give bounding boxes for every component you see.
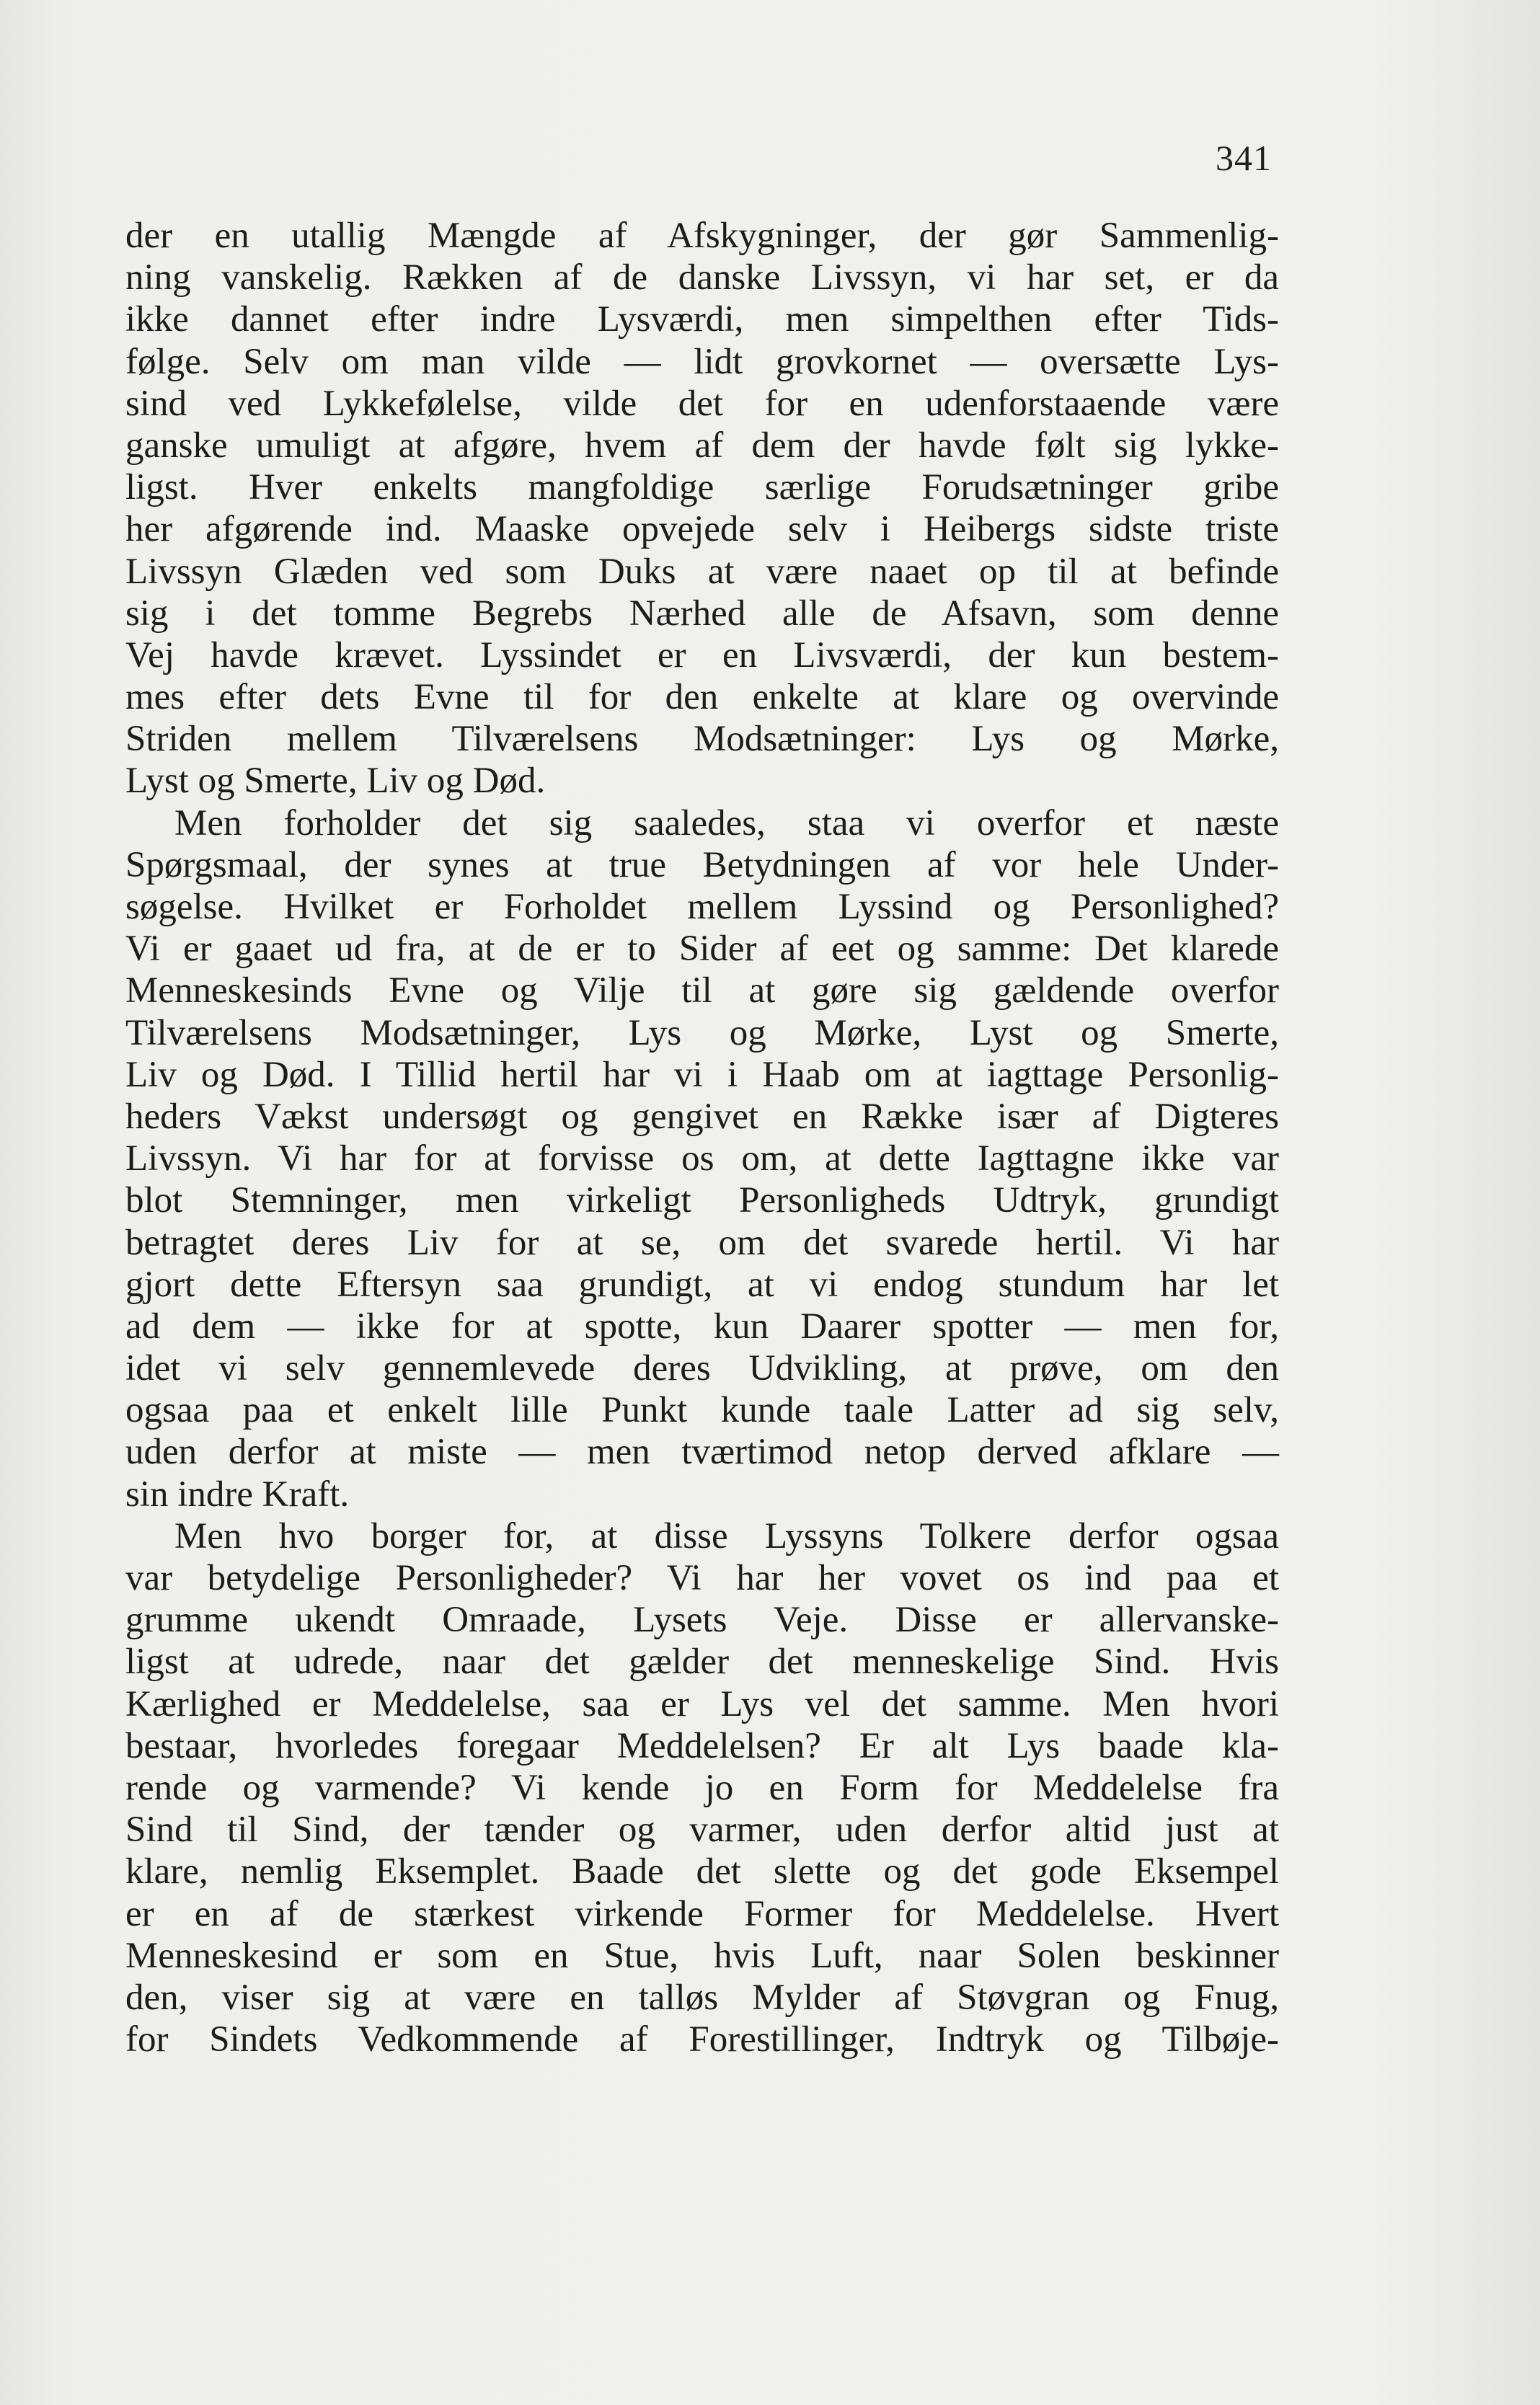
text-line: Tilværelsens Modsætninger, Lys og Mørke, Lyst og Smerte, <box>125 1012 1279 1053</box>
text-line: sind ved Lykkefølelse, vilde det for en udenforstaaende være <box>125 383 1279 424</box>
text-line: ad dem — ikke for at spotte, kun Daarer spotter — men for, <box>125 1306 1279 1347</box>
text-line: idet vi selv gennemlevede deres Udvikling, at prøve, om den <box>125 1348 1279 1389</box>
text-line: her afgørende ind. Maaske opvejede selv i Heibergs sidste triste <box>125 509 1279 550</box>
text-line: søgelse. Hvilket er Forholdet mellem Lyssind og Personlighed? <box>125 887 1279 927</box>
body-text <box>125 215 1279 2060</box>
text-line: ganske umuligt at afgøre, hvem af dem der havde følt sig lykke- <box>125 425 1279 466</box>
text-line: Livssyn Glæden ved som Duks at være naaet op til at befinde <box>125 551 1279 592</box>
text-line: mes efter dets Evne til for den enkelte at klare og overvinde <box>125 677 1279 718</box>
text-line: betragtet deres Liv for at se, om det svarede hertil. Vi har <box>125 1222 1279 1263</box>
text-line: ligst. Hver enkelts mangfoldige særlige Forudsætninger gribe <box>125 467 1279 508</box>
text-line: den, viser sig at være en talløs Mylder af Støvgran og Fnug, <box>125 1977 1279 2018</box>
text-line: klare, nemlig Eksemplet. Baade det slette og det gode Eksempel <box>125 1851 1279 1892</box>
text-line: heders Vækst undersøgt og gengivet en Række især af Digteres <box>125 1096 1279 1137</box>
text-line: ning vanskelig. Rækken af de danske Livssyn, vi har set, er da <box>125 257 1279 298</box>
text-line: følge. Selv om man vilde — lidt grovkornet — oversætte Lys- <box>125 341 1279 382</box>
text-line: ligst at udrede, naar det gælder det menneskelige Sind. Hvis <box>125 1642 1279 1683</box>
text-line: Livssyn. Vi har for at forvisse os om, at dette Iagttagne ikke var <box>125 1138 1279 1179</box>
text-line: Men forholder det sig saaledes, staa vi overfor et næste <box>174 802 1279 843</box>
text-line: ikke dannet efter indre Lysværdi, men simpelthen efter Tids- <box>125 299 1279 340</box>
text-line: sig i det tomme Begrebs Nærhed alle de Afsavn, som denne <box>125 593 1279 634</box>
text-line: gjort dette Eftersyn saa grundigt, at vi endog stundum har let <box>125 1264 1279 1305</box>
text-line: ogsaa paa et enkelt lille Punkt kunde taale Latter ad sig selv, <box>125 1390 1279 1431</box>
text-line: Lyst og Smerte, Liv og Død. <box>125 761 546 802</box>
text-line: Liv og Død. I Tillid hertil har vi i Haab om at iagttage Personlig- <box>125 1054 1279 1095</box>
text-line: er en af de stærkest virkende Former for Meddelelse. Hvert <box>125 1893 1279 1934</box>
text-line: var betydelige Personligheder? Vi har her vovet os ind paa et <box>125 1558 1279 1598</box>
text-line: Sind til Sind, der tænder og varmer, uden derfor altid just at <box>125 1810 1279 1851</box>
text-line: sin indre Kraft. <box>125 1474 350 1515</box>
text-line: Kærlighed er Meddelelse, saa er Lys vel det samme. Men hvori <box>125 1683 1279 1724</box>
text-line: Spørgsmaal, der synes at true Betydningen af vor hele Under- <box>125 844 1279 885</box>
text-line: blot Stemninger, men virkeligt Personligheds Udtryk, grundigt <box>125 1180 1279 1221</box>
text-line: der en utallig Mængde af Afskygninger, der gør Sammenlig- <box>125 216 1279 256</box>
text-line: Vej havde krævet. Lyssindet er en Livsværdi, der kun bestem- <box>125 634 1279 676</box>
page-number: 341 <box>1216 138 1272 178</box>
text-line: rende og varmende? Vi kende jo en Form for Meddelelse fra <box>125 1767 1279 1808</box>
text-line: bestaar, hvorledes foregaar Meddelelsen? Er alt Lys baade kla- <box>125 1725 1279 1766</box>
text-line: for Sindets Vedkommende af Forestillinger, Indtryk og Tilbøje- <box>125 2019 1279 2060</box>
text-line: grumme ukendt Omraade, Lysets Veje. Disse er allervanske- <box>125 1600 1279 1641</box>
text-line: Striden mellem Tilværelsens Modsætninger: Lys og Mørke, <box>125 719 1279 760</box>
text-line: Menneskesinds Evne og Vilje til at gøre sig gældende overfor <box>125 970 1279 1011</box>
text-line: uden derfor at miste — men tværtimod netop derved afklare — <box>125 1432 1279 1473</box>
text-line: Men hvo borger for, at disse Lyssyns Tolkere derfor ogsaa <box>174 1515 1279 1556</box>
text-line: Menneskesind er som en Stue, hvis Luft, naar Solen beskinner <box>125 1935 1279 1976</box>
text-line: Vi er gaaet ud fra, at de er to Sider af eet og samme: Det klarede <box>125 929 1279 970</box>
